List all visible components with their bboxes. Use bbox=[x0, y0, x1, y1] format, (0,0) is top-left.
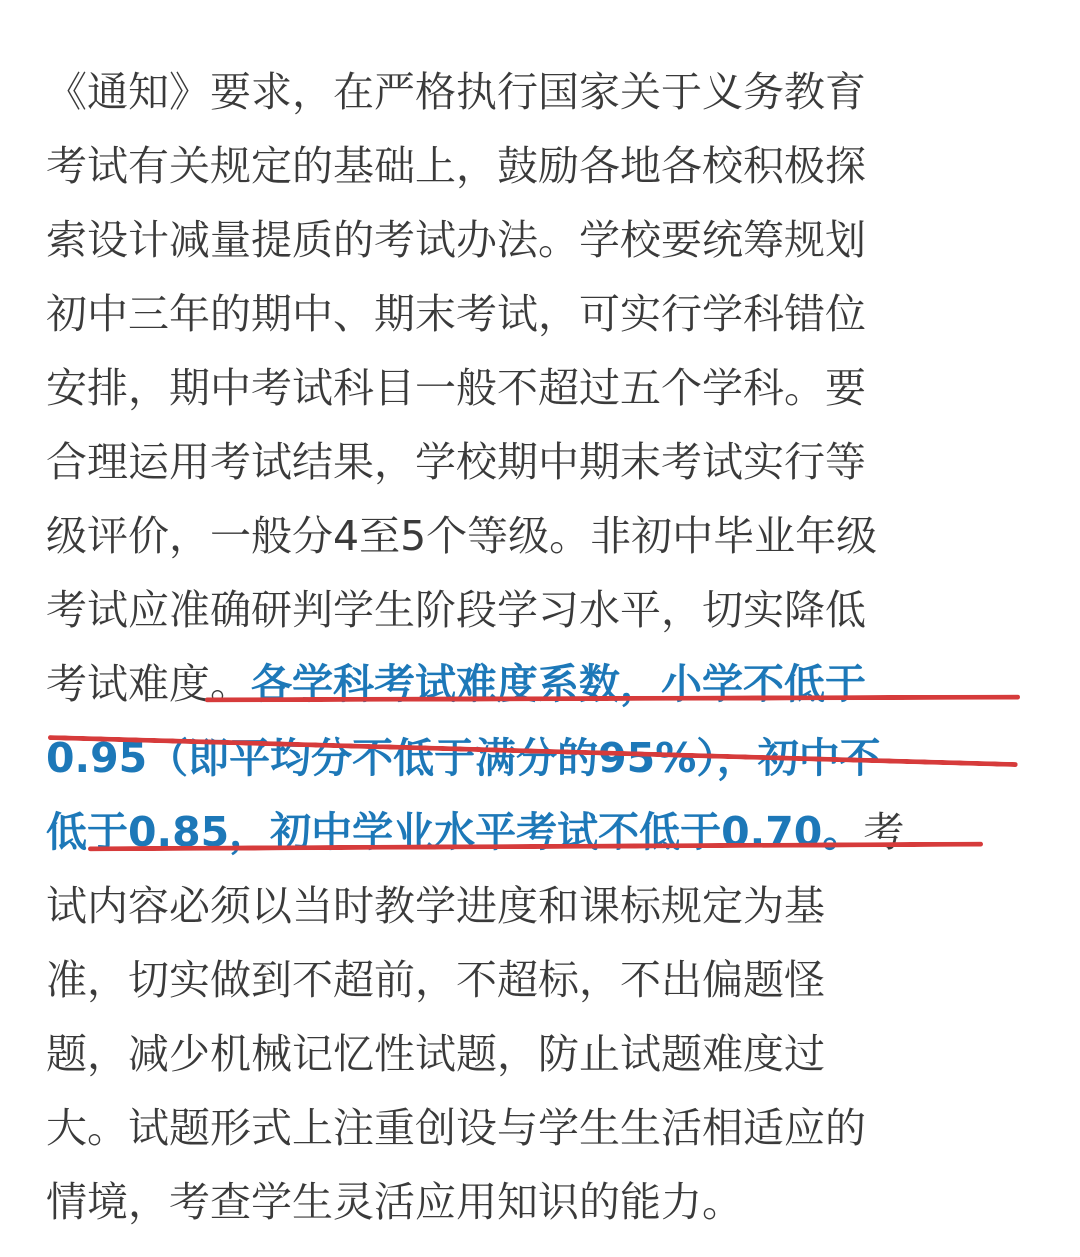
text-line-15: 大。试题形式上注重创设与学生生活相适应的 bbox=[46, 1104, 866, 1152]
paragraph-line bbox=[46, 1166, 743, 1238]
paragraph-line bbox=[46, 870, 825, 942]
paragraph-line bbox=[46, 796, 904, 868]
paragraph-line bbox=[46, 1018, 825, 1090]
text-line-7: 级评价，一般分4至5个等级。非初中毕业年级 bbox=[46, 512, 878, 560]
text-line-3: 索设计减量提质的考试办法。学校要统筹规划 bbox=[46, 216, 866, 264]
text-line-5: 安排，期中考试科目一般不超过五个学科。要 bbox=[46, 364, 866, 412]
text-line-2: 考试有关规定的基础上，鼓励各地各校积极探 bbox=[46, 142, 866, 190]
paragraph-line bbox=[46, 944, 825, 1016]
text-line-12: 试内容必须以当时教学进度和课标规定为基 bbox=[46, 882, 825, 930]
text-line-9-normal: 考试难度。 bbox=[46, 660, 251, 708]
paragraph-line bbox=[46, 574, 866, 646]
text-line-11-normal: 考 bbox=[863, 808, 905, 856]
highlight-text-1: 各学科考试难度系数，小学不低于 bbox=[251, 660, 866, 708]
text-line-8: 考试应准确研判学生阶段学习水平，切实降低 bbox=[46, 586, 866, 634]
text-line-13: 准，切实做到不超前，不超标，不出偏题怪 bbox=[46, 956, 825, 1004]
text-line-6: 合理运用考试结果，学校期中期末考试实行等 bbox=[46, 438, 866, 486]
paragraph-line bbox=[46, 278, 866, 350]
paragraph-line bbox=[46, 352, 866, 424]
paragraph-line bbox=[46, 204, 866, 276]
paragraph-line bbox=[46, 500, 877, 572]
text-line-4: 初中三年的期中、期末考试，可实行学科错位 bbox=[46, 290, 866, 338]
text-line-1: 《通知》要求，在严格执行国家关于义务教育 bbox=[46, 68, 866, 116]
text-line-16: 情境，考查学生灵活应用知识的能力。 bbox=[46, 1178, 743, 1226]
highlight-text-2: 0.95（即平均分不低于满分的95%），初中不 bbox=[46, 734, 881, 782]
paragraph-line bbox=[46, 1092, 866, 1164]
text-line-14: 题，减少机械记忆性试题，防止试题难度过 bbox=[46, 1030, 825, 1078]
paragraph-line bbox=[46, 426, 866, 498]
paragraph-line bbox=[46, 56, 866, 128]
paragraph-line bbox=[46, 648, 866, 720]
paragraph-line bbox=[46, 130, 866, 202]
highlight-text-3: 低于0.85，初中学业水平考试不低于0.70。 bbox=[46, 808, 864, 856]
